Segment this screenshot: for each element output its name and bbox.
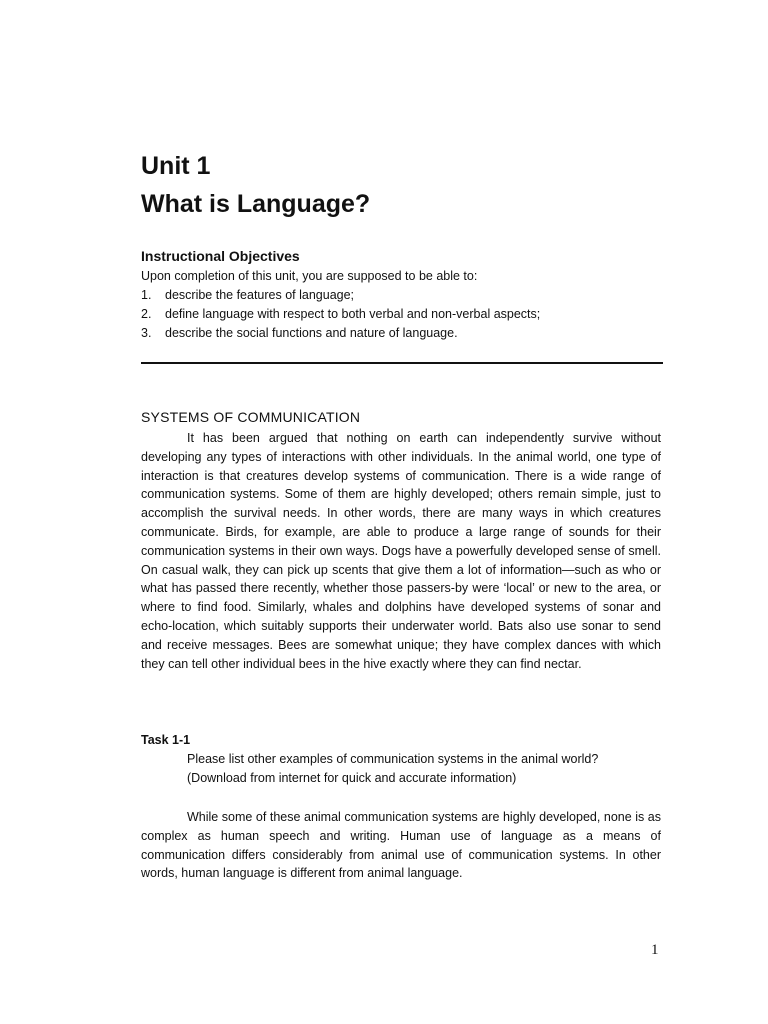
unit-subtitle: What is Language? (141, 190, 371, 218)
unit-title: Unit 1 (141, 152, 211, 180)
task-instruction: Please list other examples of communication systems in the animal world? (187, 752, 599, 766)
body-paragraph: It has been argued that nothing on earth can independently survive without developing any types of interactions with other individuals. In the animal world, one type of interaction is that creatures develop systems of communication. There is a wide range of communication systems. Some of them are highly developed; others remain simple, just to accomplish the survival needs. In other words, there are many ways in which creatures communicate. Birds, for example, are able to produce a large range of sounds for their communication systems in their own ways. Dogs have a powerfully developed sense of smell. On casual walk, they can pick up scents that give them a lot of information—such as who or what has passed there recently, whether those passers-by were ‘local’ or new to the area, or where to find food. Similarly, whales and dolphins have developed systems of sonar and echo-location, which suitably supports their underwater world. Bats also use sonar to send and receive messages. Bees are somewhat unique; they have complex dances with which they can tell other individual bees in the hive exactly where they can find nectar. (141, 431, 661, 671)
objectives-list (141, 286, 663, 343)
systems-of-communication-section (141, 407, 661, 673)
list-item (141, 305, 663, 324)
objectives-heading: Instructional Objectives (141, 248, 300, 264)
list-item-text: define language with respect to both verbal and non-verbal aspects; (165, 307, 541, 321)
list-item-text: describe the social functions and nature of language. (165, 326, 458, 340)
section-divider (141, 362, 663, 364)
page-number: 1 (651, 942, 659, 958)
body-paragraph: While some of these animal communication systems are highly developed, none is as complex as human speech and writing. Human use of language as a means of communication differs considerably from animal use of communication systems. In other words, human language is different from animal language. (141, 810, 661, 881)
task-note: (Download from internet for quick and accurate information) (187, 771, 517, 785)
section-heading: SYSTEMS OF COMMUNICATION (141, 409, 361, 425)
list-item-number: 1. (141, 288, 152, 302)
instructional-objectives (141, 245, 663, 343)
list-item-number: 3. (141, 326, 152, 340)
task-block (141, 731, 661, 788)
objectives-intro: Upon completion of this unit, you are supposed to be able to: (141, 269, 478, 283)
list-item-text: describe the features of language; (165, 288, 355, 302)
task-heading: Task 1-1 (141, 733, 191, 747)
list-item (141, 324, 663, 343)
list-item (141, 286, 663, 305)
list-item-number: 2. (141, 307, 152, 321)
